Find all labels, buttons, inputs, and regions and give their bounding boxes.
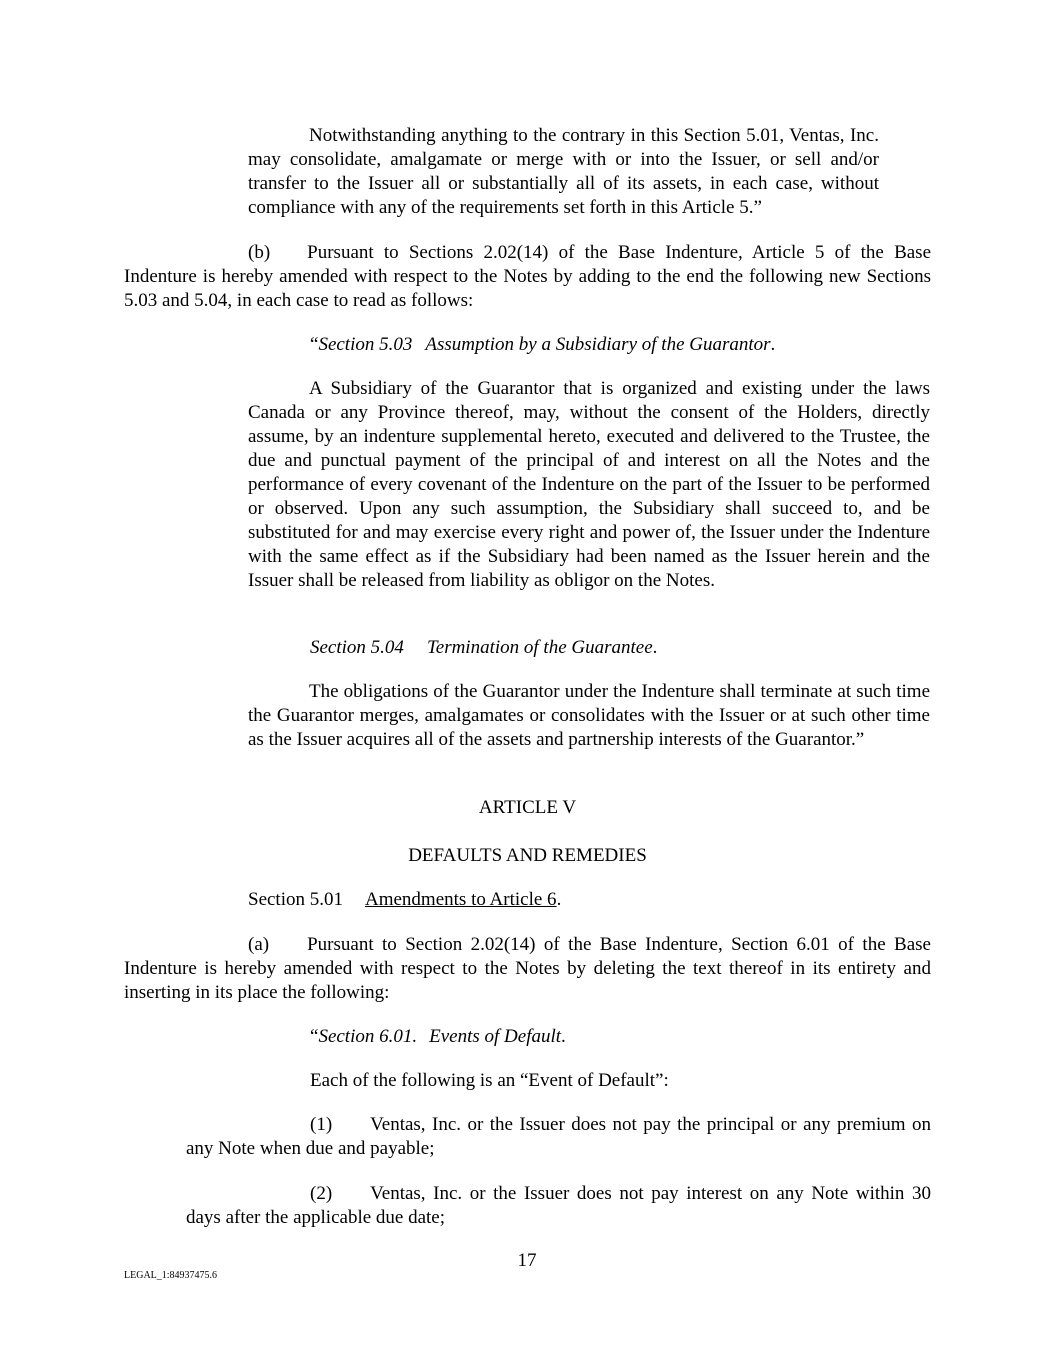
paragraph-section-504-body: The obligations of the Guarantor under the Indenture shall terminate at such time the Guarantor merges, amalgamates or consolidates with the Issuer or at such other time as the Issuer acquires all of the assets and partnership interests of the Guarantor.” (248, 681, 930, 750)
paragraph-b-text: Pursuant to Sections 2.02(14) of the Base Indenture, Article 5 of the Base Indenture is hereby amended with respect to the Notes by adding to the end the following new Sections 5.03 and 5.04, in each case to read as follows: (124, 242, 931, 311)
paragraph-section-503-body: A Subsidiary of the Guarantor that is organized and existing under the laws Canada or any Province thereof, may, without the consent of the Holders, directly assume, by an indenture supplemental hereto, executed and delivered to the Trustee, the due and punctual payment of the principal of and interest on all the Notes and the performance of every covenant of the Indenture on the part of the Issuer to be performed or observed. Upon any such assumption, the Subsidiary shall succeed to, and be substituted for and may exercise every right and power of, the Issuer under the Indenture with the same effect as if the Subsidiary had been named as the Issuer herein and the Issuer shall be released from liability as obligor on the Notes. (248, 378, 930, 591)
section-501-heading (248, 888, 930, 912)
list-item-2-label: (2) (310, 1183, 333, 1204)
paragraph-a (124, 933, 931, 1005)
section-504-number: Section 5.04 (310, 637, 404, 658)
page-number: 17 (517, 1250, 537, 1271)
section-601-title: Events of Default (429, 1026, 562, 1047)
section-601-period: . (561, 1026, 566, 1047)
paragraph-a-text: Pursuant to Section 2.02(14) of the Base Indenture, Section 6.01 of the Base Indenture is hereby amended with respect to the Notes by deleting the text thereof in its entirety and inserting in its place the following: (124, 934, 931, 1003)
list-item-1-label: (1) (310, 1114, 333, 1135)
list-item-1-text: Ventas, Inc. or the Issuer does not pay the principal or any premium on any Note when due and payable; (186, 1114, 931, 1159)
article-title: DEFAULTS AND REMEDIES (408, 845, 647, 866)
section-504-period: . (652, 637, 658, 658)
section-501-number: Section 5.01 (248, 889, 343, 910)
section-501-title: Amendments to Article 6 (365, 889, 557, 910)
section-504-heading (310, 636, 930, 660)
section-601-number: Section 6.01. (318, 1026, 418, 1047)
section-503-heading (310, 333, 930, 357)
list-item-1 (186, 1113, 931, 1161)
section-601-heading (310, 1025, 930, 1049)
section-503-period: . (770, 334, 776, 355)
section-501-period: . (556, 889, 562, 910)
paragraph-b-label: (b) (248, 242, 271, 263)
section-503-title: Assumption by a Subsidiary of the Guarantor (425, 334, 771, 355)
section-601-open-quote: “ (310, 1026, 319, 1047)
list-item-2 (186, 1182, 931, 1230)
paragraph-a-label: (a) (248, 934, 270, 955)
list-item-2-text: Ventas, Inc. or the Issuer does not pay interest on any Note within 30 days after the applicable due date; (186, 1183, 931, 1228)
paragraph-events-intro: Each of the following is an “Event of Default”: (310, 1070, 669, 1091)
section-503-number: Section 5.03 (318, 334, 413, 355)
section-504-title: Termination of the Guarantee (426, 637, 653, 658)
paragraph-notwithstanding: Notwithstanding anything to the contrary in this Section 5.01, Ventas, Inc. may consolidate, amalgamate or merge with or into the Issuer, or sell and/or transfer to the Issuer all or substantially all of its assets, in each case, without compliance with any of the requirements set forth in this Article 5.” (248, 125, 879, 218)
section-503-open-quote: “ (310, 334, 319, 355)
paragraph-b (124, 241, 931, 313)
document-id: LEGAL_1:84937475.6 (124, 1270, 218, 1281)
article-heading: ARTICLE V (478, 797, 577, 818)
